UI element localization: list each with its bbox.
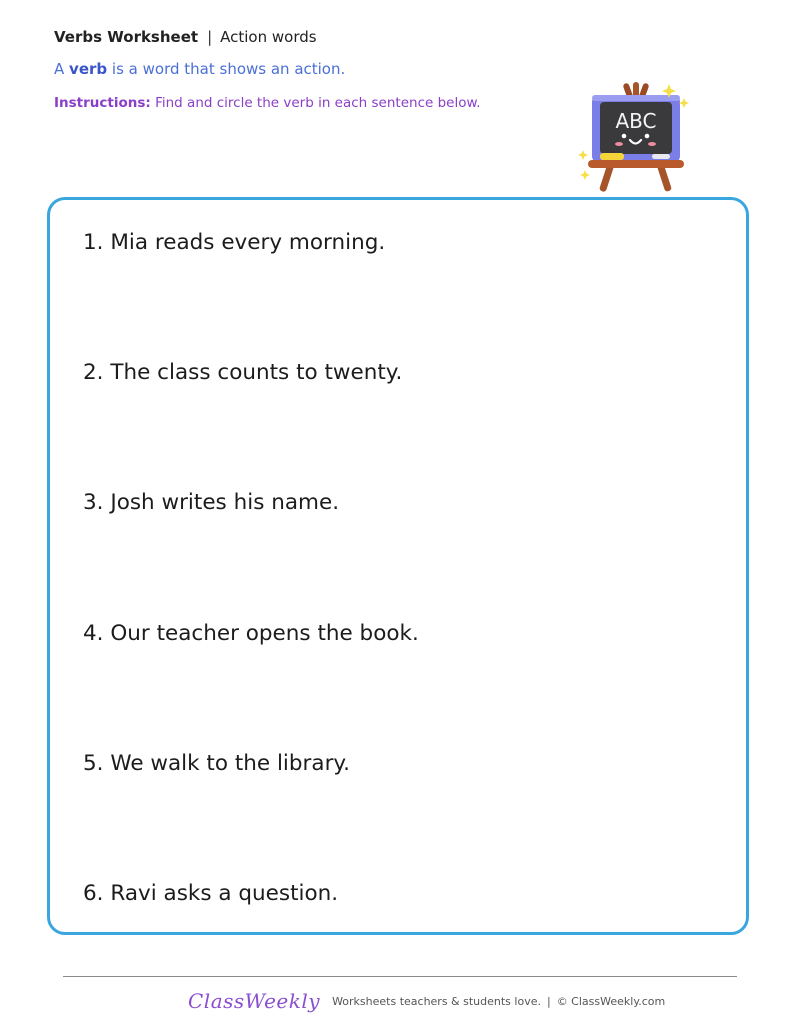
sentence-2[interactable]: 2. The class counts to twenty. [83, 360, 403, 385]
footer-separator: | [546, 994, 551, 1008]
sentences-card [47, 197, 749, 935]
sentence-5[interactable]: 5. We walk to the library. [83, 751, 350, 776]
worksheet-subtitle: Action words [220, 28, 317, 46]
chalkboard-text: ABC [615, 109, 657, 133]
definition-term: verb [69, 60, 108, 78]
chalkboard-easel-icon [578, 80, 693, 195]
instructions-label: Instructions: [54, 95, 151, 111]
instructions [54, 93, 481, 113]
classweekly-logo: ClassWeekly [188, 989, 321, 1013]
sentence-6[interactable]: 6. Ravi asks a question. [83, 881, 339, 906]
instructions-text: Find and circle the verb in each sentence below. [155, 95, 481, 111]
footer-tagline: Worksheets teachers & students love. [332, 994, 541, 1008]
header-separator: | [207, 28, 213, 46]
definition-suffix: is a word that shows an action. [111, 60, 346, 78]
footer-copyright: © ClassWeekly.com [556, 994, 666, 1008]
definition-prefix: A [54, 60, 65, 78]
sentence-1[interactable]: 1. Mia reads every morning. [83, 230, 386, 255]
sentence-3[interactable]: 3. Josh writes his name. [83, 490, 340, 515]
footer [188, 986, 665, 1016]
worksheet-title: Verbs Worksheet [54, 28, 199, 46]
worksheet-header [54, 26, 317, 48]
footer-divider [63, 976, 737, 977]
verb-definition [54, 58, 345, 80]
sentence-4[interactable]: 4. Our teacher opens the book. [83, 621, 419, 646]
